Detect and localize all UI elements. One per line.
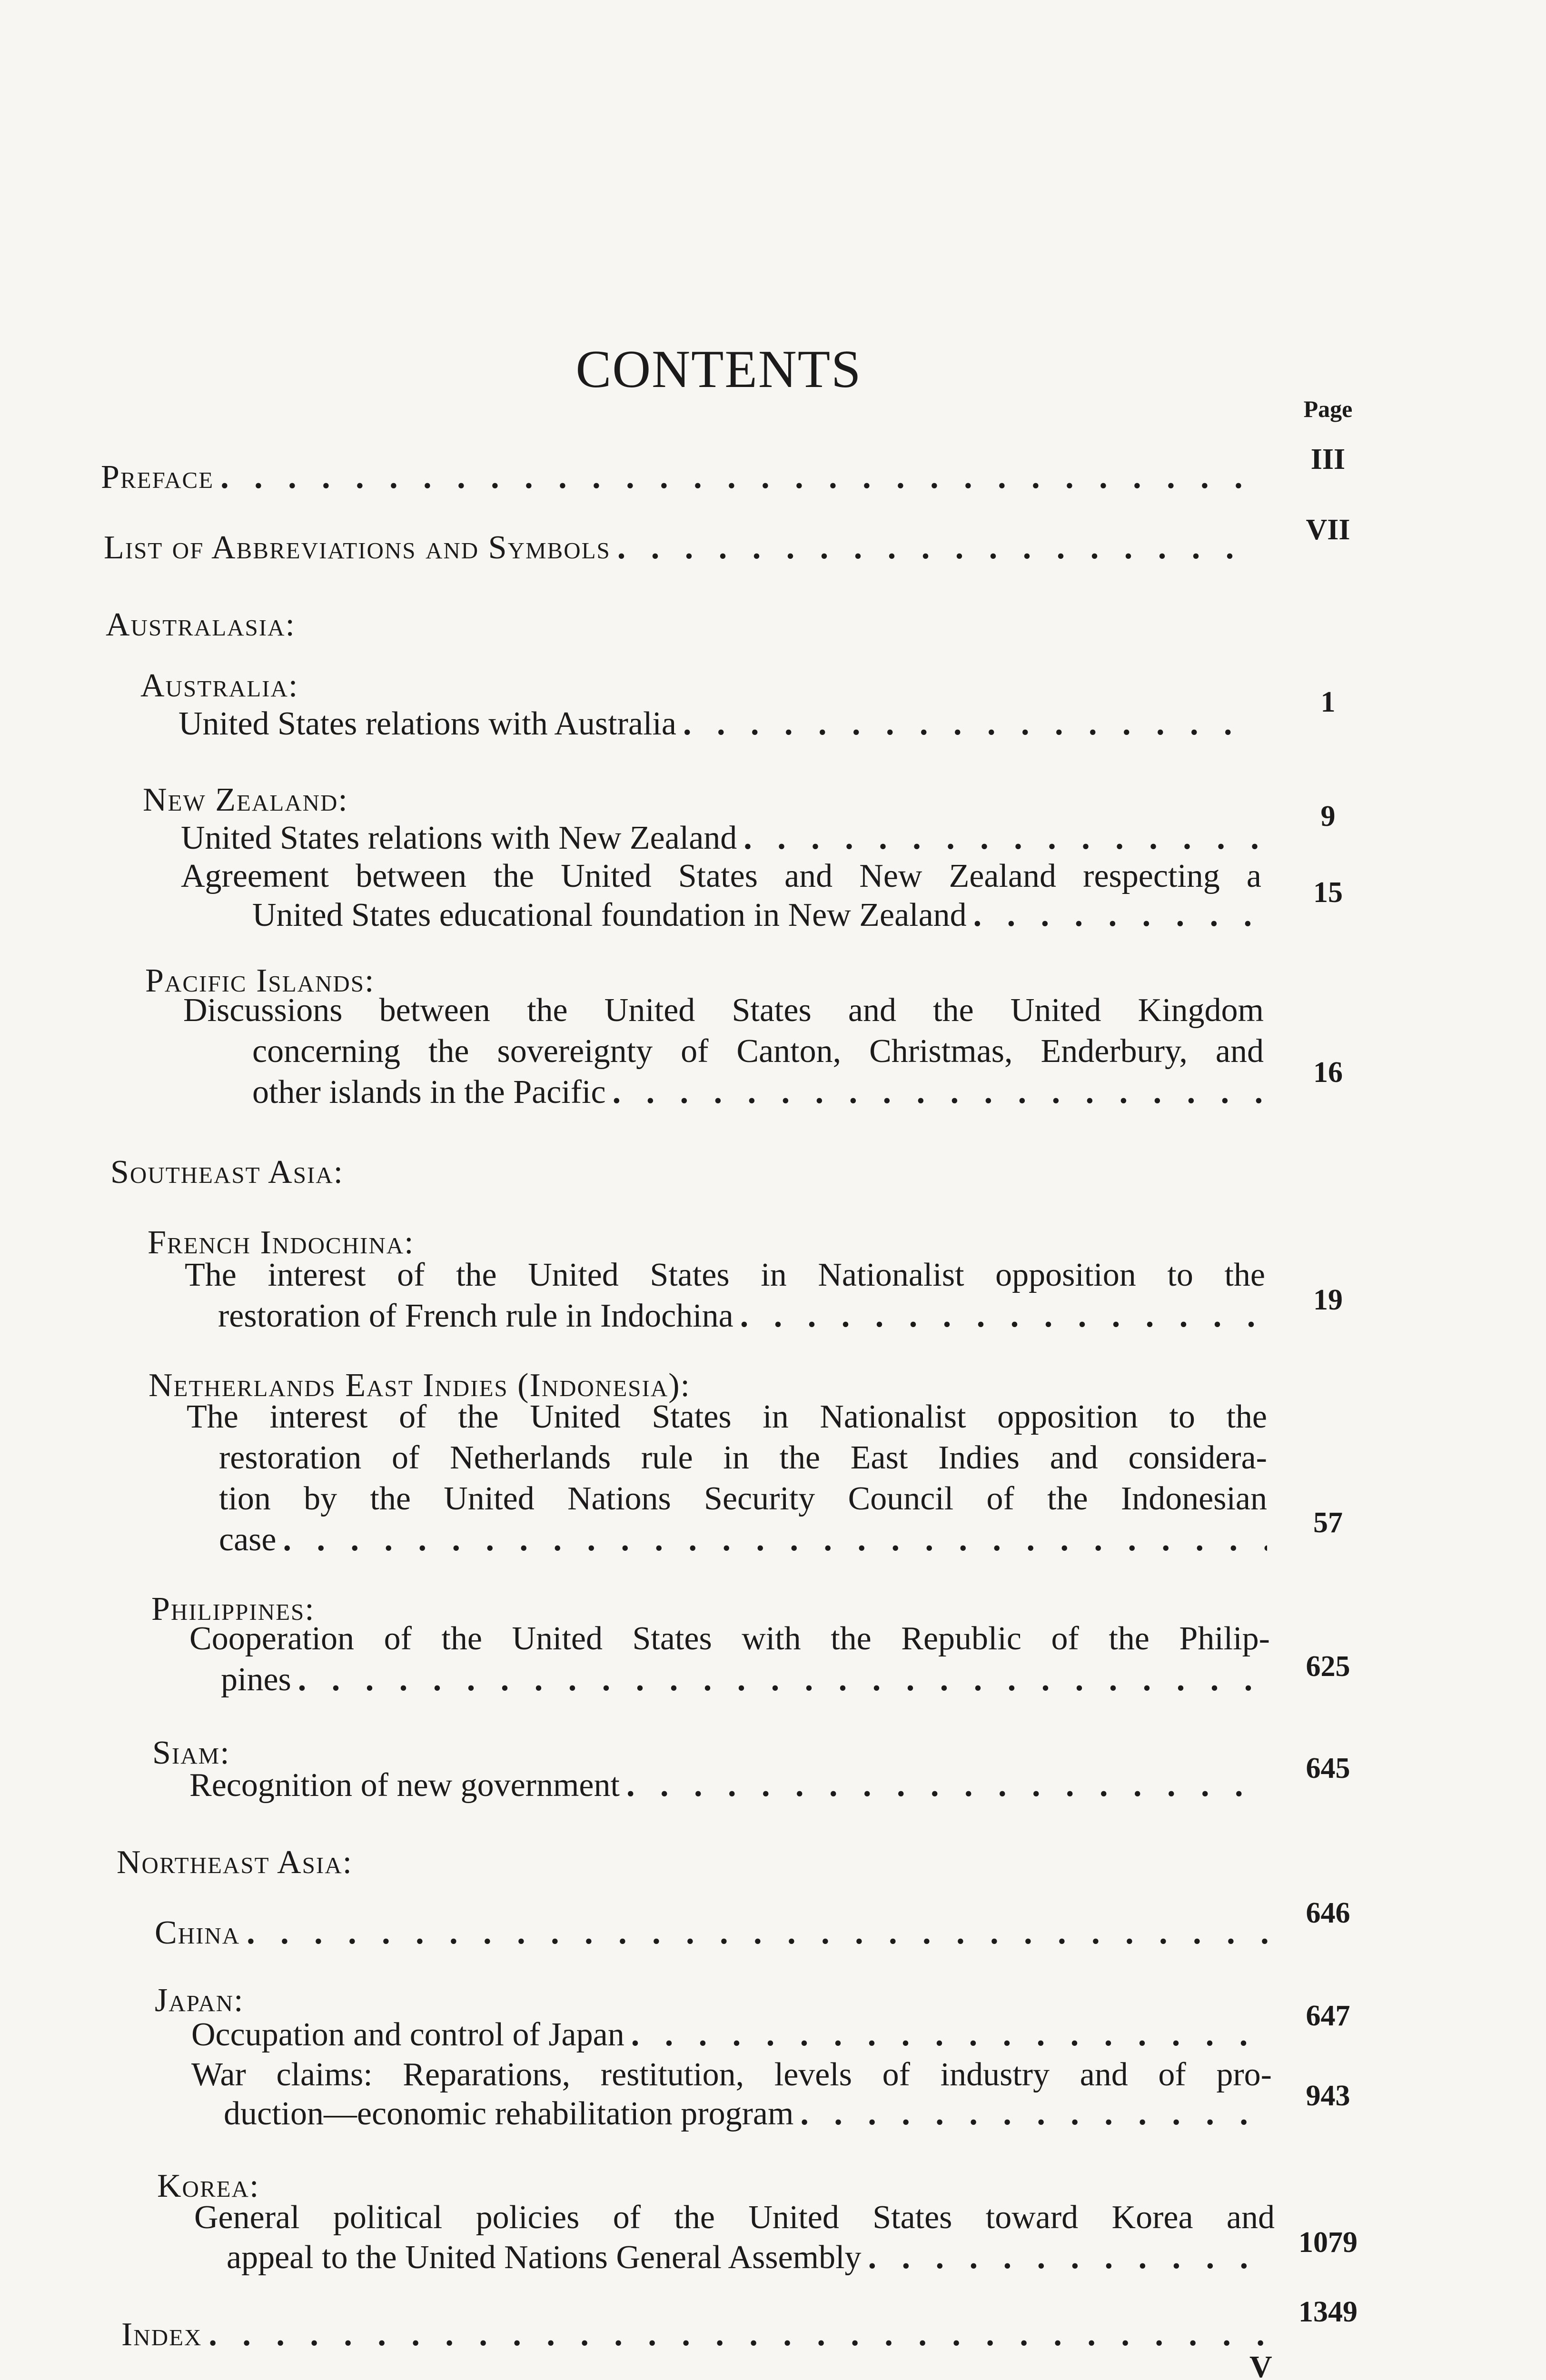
subsection-heading-new-zealand: New Zealand: bbox=[143, 782, 348, 818]
page-number: 943 bbox=[1306, 2080, 1350, 2112]
entry-line: General political policies of the United States toward Korea and bbox=[194, 2199, 1275, 2236]
toc-entry-korea-1 bbox=[194, 2197, 1275, 2238]
leader-dots bbox=[220, 457, 1253, 498]
entry-label: appeal to the United Nations General Assembly bbox=[227, 2239, 862, 2276]
entry-line: tion by the United Nations Security Council of the Indonesian bbox=[219, 1480, 1267, 1517]
toc-entry-netherlands-1 bbox=[187, 1397, 1267, 1438]
leader-dots bbox=[740, 1296, 1265, 1337]
toc-entry-pacific-3 bbox=[252, 1072, 1264, 1113]
entry-line: Discussions between the United States and the United Kingdom bbox=[183, 992, 1264, 1029]
page-number: 645 bbox=[1306, 1752, 1350, 1785]
leader-dots bbox=[868, 2237, 1275, 2278]
toc-entry-preface bbox=[101, 457, 1253, 498]
subsection-heading-pacific-islands: Pacific Islands: bbox=[145, 962, 375, 999]
leader-dots bbox=[208, 2314, 1273, 2355]
entry-label: case bbox=[219, 1521, 277, 1558]
subsection-heading-japan: Japan: bbox=[155, 1982, 244, 2019]
subsection-heading-philippines: Philippines: bbox=[151, 1591, 315, 1627]
entry-line: The interest of the United States in Nationalist opposition to the bbox=[185, 1257, 1265, 1293]
entry-label: other islands in the Pacific bbox=[252, 1074, 606, 1111]
leader-dots bbox=[283, 1519, 1267, 1560]
toc-entry-indochina-1 bbox=[185, 1255, 1265, 1296]
entry-label: United States educational foundation in New Zealand bbox=[252, 897, 967, 933]
entry-label: Preface bbox=[101, 459, 214, 496]
page-number: 1079 bbox=[1298, 2226, 1358, 2259]
leader-dots bbox=[973, 895, 1261, 936]
section-heading-northeast-asia: Northeast Asia: bbox=[117, 1844, 353, 1881]
toc-entry-australia-relations bbox=[178, 704, 1259, 744]
leader-dots bbox=[626, 1765, 1270, 1806]
entry-line: Cooperation of the United States with the Republic of the Philip- bbox=[189, 1620, 1270, 1657]
section-heading-southeast-asia: Southeast Asia: bbox=[110, 1154, 344, 1190]
toc-entry-netherlands-4 bbox=[219, 1519, 1267, 1560]
page-number: 15 bbox=[1313, 876, 1343, 909]
entry-label: Index bbox=[121, 2316, 202, 2353]
leader-dots bbox=[247, 1913, 1271, 1954]
toc-entry-nz-relations bbox=[181, 818, 1261, 859]
page-column-header: Page bbox=[1303, 396, 1353, 422]
toc-entry-siam-recognition bbox=[189, 1765, 1270, 1806]
toc-entry-netherlands-3 bbox=[219, 1478, 1267, 1519]
leader-dots bbox=[631, 2014, 1272, 2055]
page-number: 19 bbox=[1313, 1284, 1343, 1316]
entry-label: duction—economic rehabilitation program bbox=[224, 2095, 794, 2132]
toc-entry-korea-2 bbox=[227, 2237, 1275, 2278]
leader-dots bbox=[743, 818, 1261, 859]
subsection-heading-korea: Korea: bbox=[157, 2168, 260, 2204]
page-title: CONTENTS bbox=[575, 340, 862, 399]
page-number: 16 bbox=[1313, 1056, 1343, 1089]
page-number: III bbox=[1310, 443, 1346, 476]
page-number: 9 bbox=[1320, 800, 1336, 833]
entry-label: restoration of French rule in Indochina bbox=[218, 1298, 733, 1334]
page-number: 1349 bbox=[1298, 2296, 1358, 2328]
leader-dots bbox=[613, 1072, 1264, 1113]
entry-label: pines bbox=[221, 1661, 291, 1698]
toc-entry-japan-occupation bbox=[191, 2014, 1272, 2055]
page-number: 57 bbox=[1313, 1507, 1343, 1539]
subsection-heading-netherlands-east-indies: Netherlands East Indies (Indonesia): bbox=[149, 1367, 691, 1404]
leader-dots bbox=[800, 2093, 1272, 2134]
toc-entry-nz-agreement bbox=[181, 856, 1261, 897]
toc-entry-pacific-1 bbox=[183, 990, 1264, 1031]
entry-label: United States relations with New Zealand bbox=[181, 820, 737, 856]
page-number: 646 bbox=[1306, 1897, 1350, 1929]
entry-line: concerning the sovereignty of Canton, Christmas, Enderbury, and bbox=[252, 1033, 1264, 1070]
subsection-heading-siam: Siam: bbox=[152, 1735, 230, 1771]
page-number: 647 bbox=[1306, 2000, 1350, 2032]
leader-dots bbox=[298, 1659, 1270, 1700]
entry-label: United States relations with Australia bbox=[178, 705, 676, 742]
toc-entry-index bbox=[121, 2314, 1273, 2355]
entry-line: War claims: Reparations, restitution, levels of industry and of pro- bbox=[191, 2056, 1272, 2093]
toc-entry-japan-war-claims-2 bbox=[224, 2093, 1272, 2134]
toc-entry-pacific-2 bbox=[252, 1031, 1264, 1072]
folio-page-number: V bbox=[1249, 2350, 1272, 2380]
entry-line: Agreement between the United States and New Zealand respecting a bbox=[181, 858, 1261, 894]
page-number: 625 bbox=[1306, 1650, 1350, 1683]
subsection-heading-french-indochina: French Indochina: bbox=[148, 1224, 415, 1261]
page-number: VII bbox=[1306, 514, 1350, 546]
entry-label: China bbox=[155, 1914, 240, 1951]
leader-dots bbox=[617, 527, 1256, 568]
section-heading-australasia: Australasia: bbox=[106, 606, 296, 643]
toc-entry-philippines-1 bbox=[189, 1618, 1270, 1659]
toc-entry-abbreviations bbox=[104, 527, 1256, 568]
toc-entry-netherlands-2 bbox=[219, 1438, 1267, 1478]
entry-label: Recognition of new government bbox=[189, 1767, 620, 1804]
toc-entry-china bbox=[155, 1913, 1271, 1954]
toc-entry-japan-war-claims-1 bbox=[191, 2054, 1272, 2095]
subsection-heading-australia: Australia: bbox=[140, 667, 299, 704]
entry-line: restoration of Netherlands rule in the East Indies and considera- bbox=[219, 1439, 1267, 1476]
page-number: 1 bbox=[1320, 686, 1336, 718]
leader-dots bbox=[683, 704, 1259, 744]
entry-line: The interest of the United States in Nationalist opposition to the bbox=[187, 1398, 1267, 1435]
entry-label: Occupation and control of Japan bbox=[191, 2016, 624, 2053]
entry-label: List of Abbreviations and Symbols bbox=[104, 529, 611, 566]
toc-entry-nz-agreement-cont bbox=[252, 895, 1261, 936]
toc-entry-philippines-2 bbox=[221, 1659, 1270, 1700]
toc-entry-indochina-2 bbox=[218, 1296, 1265, 1337]
